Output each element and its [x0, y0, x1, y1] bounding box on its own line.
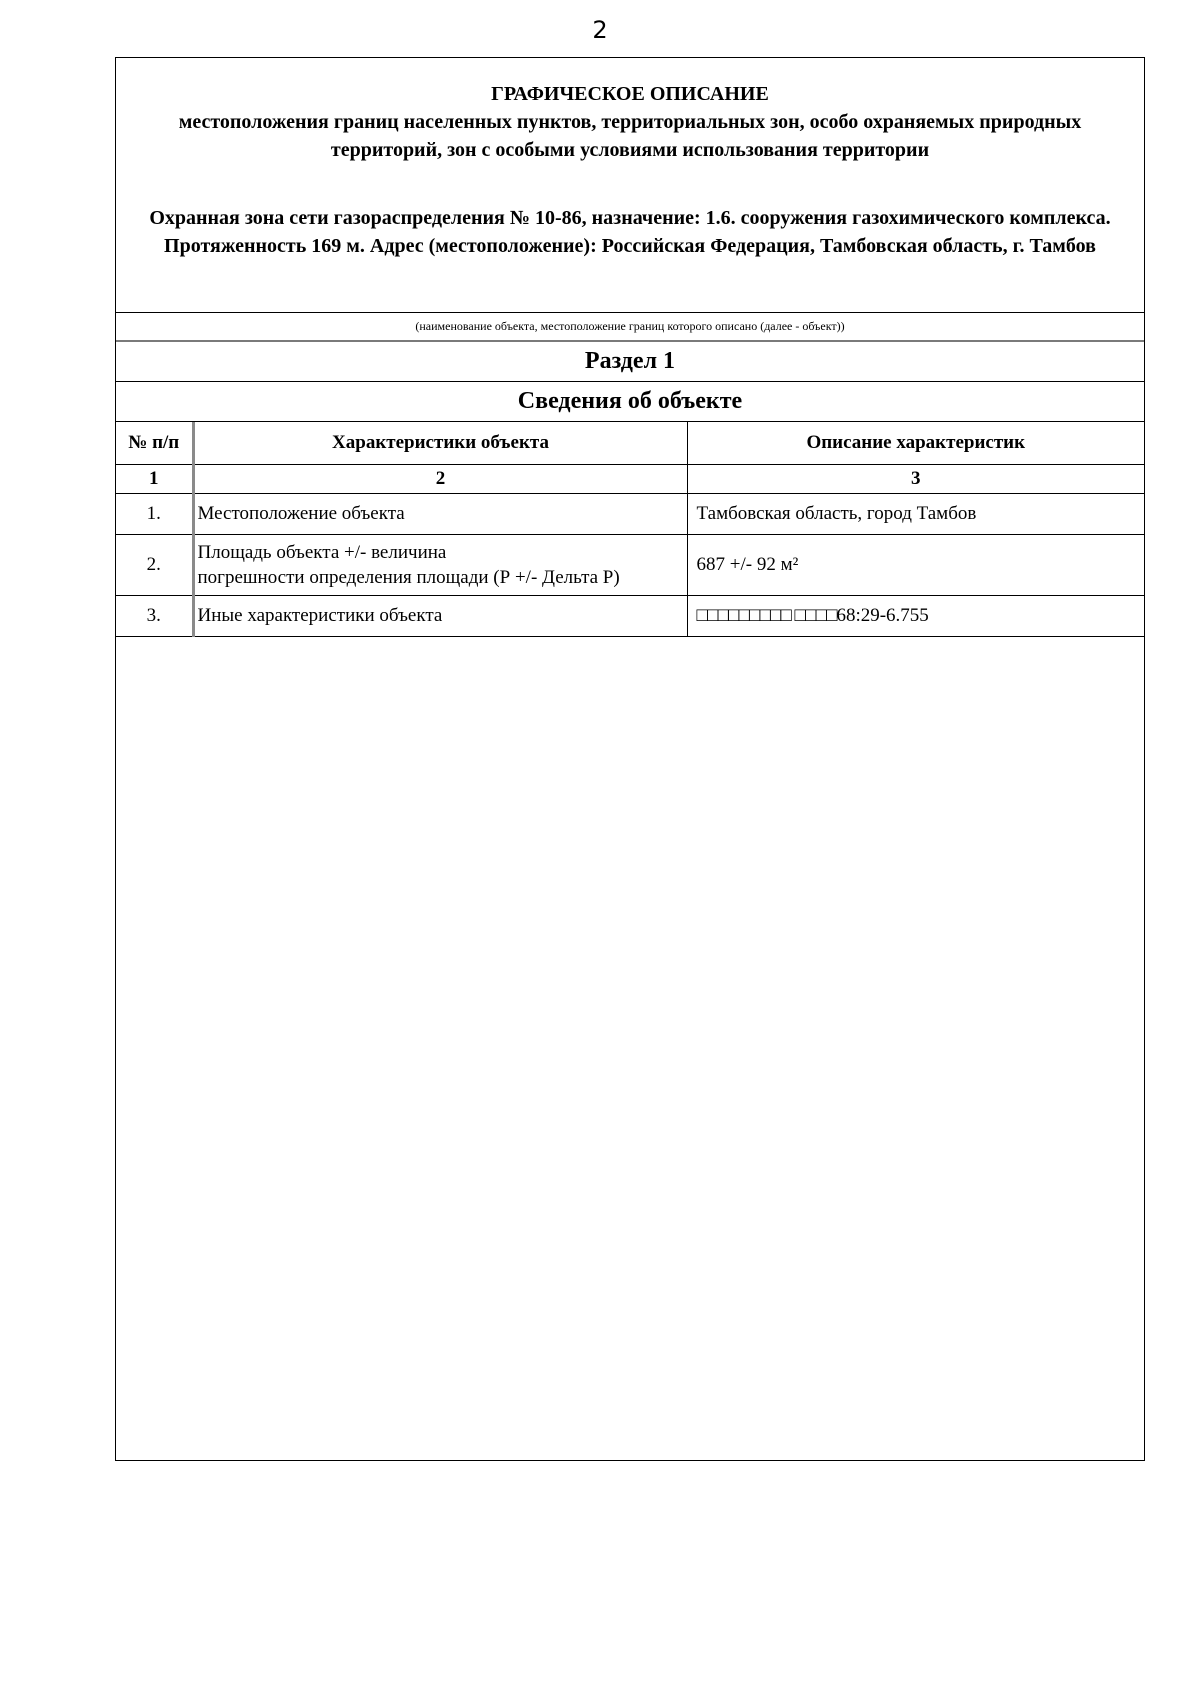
- header-description: Описание характеристик: [687, 422, 1144, 464]
- row-number: 1.: [116, 493, 193, 534]
- row-value: Тамбовская область, город Тамбов: [687, 493, 1144, 534]
- header-number: № п/п: [116, 422, 193, 464]
- row-number: 2.: [116, 534, 193, 595]
- document-subtitle: местоположения границ населенных пунктов, территориальных зон, особо охраняемых природных территорий, зон с особыми условиями использования территории: [178, 111, 1082, 161]
- index-cell: 2: [193, 464, 687, 493]
- title-block: [116, 58, 1144, 312]
- table-row: [116, 534, 1144, 595]
- table-index-row: [116, 464, 1144, 493]
- page-number: 2: [592, 16, 608, 44]
- index-cell: 3: [687, 464, 1144, 493]
- index-cell: 1: [116, 464, 193, 493]
- row-characteristic: Местоположение объекта: [193, 493, 687, 534]
- row-value-text: 68:29-6.755: [836, 604, 929, 626]
- row-characteristic: [193, 534, 687, 595]
- document-frame: [115, 57, 1145, 1461]
- row-characteristic: Иные характеристики объекта: [193, 595, 687, 636]
- table-header-row: [116, 422, 1144, 464]
- row-number: 3.: [116, 595, 193, 636]
- row-value: 687 +/- 92 м²: [687, 534, 1144, 595]
- row-characteristic-line: Площадь объекта +/- величина: [197, 541, 447, 563]
- object-caption: (наименование объекта, местоположение границ которого описано (далее - объект)): [116, 312, 1144, 342]
- section-title: Раздел 1: [116, 342, 1144, 382]
- row-characteristic-line: погрешности определения площади (Р +/- Дельта Р): [197, 566, 620, 588]
- section-subtitle: Сведения об объекте: [116, 382, 1144, 422]
- table-row: [116, 493, 1144, 534]
- missing-glyphs: □□□□□□□□□ □□□□: [696, 604, 837, 626]
- row-value: [687, 595, 1144, 636]
- header-characteristic: Характеристики объекта: [193, 422, 687, 464]
- document-title: ГРАФИЧЕСКОЕ ОПИСАНИЕ: [491, 83, 769, 105]
- table-row: [116, 595, 1144, 636]
- object-info-table: [116, 422, 1144, 637]
- object-description: Охранная зона сети газораспределения № 10-86, назначение: 1.6. сооружения газохимического комплекса. Протяженность 169 м. Адрес (местоположение): Российская Федерация, Тамбовская область, г. Тамбов: [149, 207, 1111, 257]
